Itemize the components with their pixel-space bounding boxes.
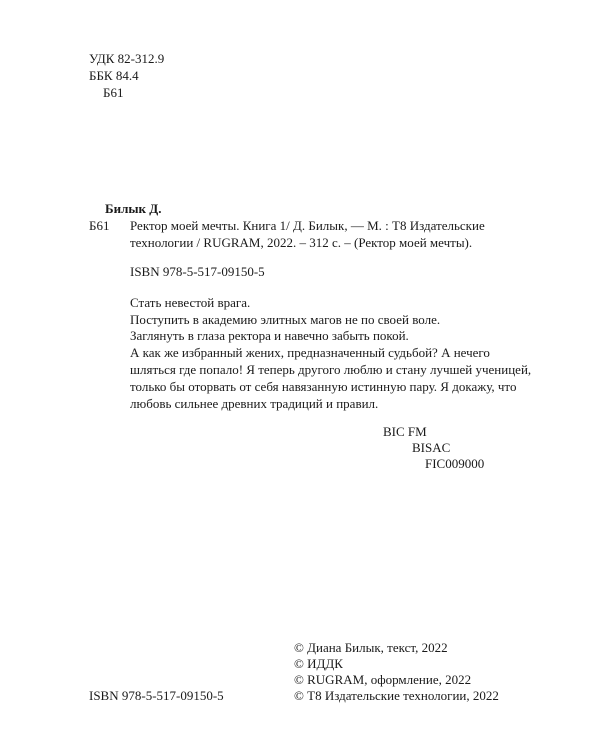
copyright-line-2: © ИДДК	[294, 656, 343, 671]
record-isbn: ISBN 978-5-517-09150-5	[130, 264, 265, 279]
annotation-line-6: только бы оторвать от себя навязанную истинную пару. Я докажу, что	[130, 379, 517, 394]
footer-isbn: ISBN 978-5-517-09150-5	[89, 688, 224, 703]
record-index: Б61	[89, 218, 110, 233]
annotation-line-2: Поступить в академию элитных магов не по своей воле.	[130, 312, 441, 327]
copyright-line-1: © Диана Билык, текст, 2022	[294, 640, 448, 655]
bisac-code: FIC009000	[425, 456, 485, 471]
annotation-line-1: Стать невестой врага.	[130, 295, 251, 310]
record-description-line-2: технологии / RUGRAM, 2022. – 312 с. – (Ректор моей мечты).	[130, 235, 473, 250]
annotation-line-5: шляться где попало! Я теперь другого люблю и стану лучшей ученицей,	[130, 362, 532, 377]
bbk-code: ББК 84.4	[89, 68, 139, 83]
author-name: Билык Д.	[105, 201, 162, 216]
record-description-line-1: Ректор моей мечты. Книга 1/ Д. Билык, — М. : Т8 Издательские	[130, 218, 485, 233]
copyright-line-3: © RUGRAM, оформление, 2022	[294, 672, 472, 687]
copyright-line-4: © Т8 Издательские технологии, 2022	[294, 688, 499, 703]
annotation-line-7: любовь сильнее древних традиций и правил.	[130, 396, 379, 411]
udk-code: УДК 82-312.9	[89, 51, 165, 66]
bisac-label: BISAC	[412, 440, 451, 455]
author-index: Б61	[103, 85, 124, 100]
bic-code: BIC FM	[383, 424, 427, 439]
annotation-line-3: Заглянуть в глаза ректора и навечно забыть покой.	[130, 328, 409, 343]
annotation-line-4: А как же избранный жених, предназначенный судьбой? А нечего	[130, 345, 490, 360]
